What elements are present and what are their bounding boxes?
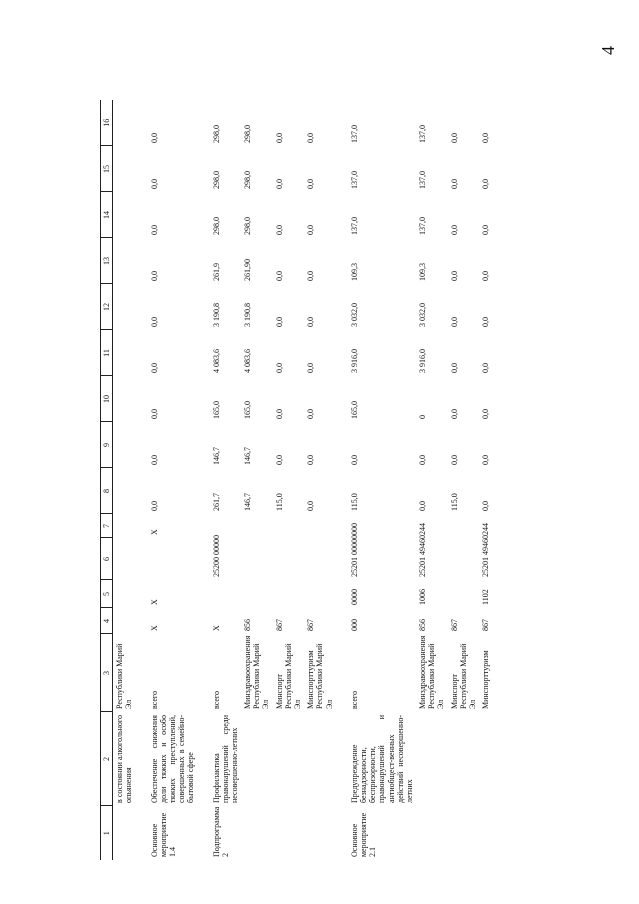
row-section-cell	[448, 806, 480, 860]
row-value-cell: 298,0	[211, 125, 221, 143]
row-value-cell: 298,0	[243, 125, 253, 143]
row-code-grbs-cell: 867	[274, 619, 284, 631]
row-section-cell	[416, 806, 448, 860]
row-description-cell	[416, 712, 448, 806]
row-value-cell: 0,0	[149, 409, 159, 419]
row-value-cell: 146,7	[211, 447, 221, 465]
row-value-cell: 298,0	[211, 217, 221, 235]
rotated-table-container	[100, 100, 520, 860]
row-value-cell: 165,0	[243, 401, 253, 419]
row-code-vr-cell	[273, 514, 305, 538]
row-value-cell: 137,0	[418, 217, 428, 235]
row-code-rzpr-cell: 0000	[349, 589, 359, 605]
row-value-cell	[113, 238, 136, 284]
row-description-cell: Обеспечение снижения доли тяжких и особо тяжких преступлений, совершенных в семейно-бытовой сфере	[149, 715, 196, 803]
row-value-cell: 0,0	[274, 271, 284, 281]
row-value-cell: 0,0	[306, 179, 316, 189]
header-cell: 5	[101, 580, 113, 608]
row-description-cell	[448, 712, 480, 806]
row-code-csr-cell: 25201 00000	[349, 535, 359, 577]
row-value-cell: 3 916,0	[418, 349, 428, 373]
row-value-cell: 137,0	[418, 171, 428, 189]
row-description-cell	[479, 712, 492, 806]
row-section-cell: Основное мероприятие 2.1	[349, 812, 378, 857]
table-row	[448, 100, 480, 860]
row-value-cell: 0,0	[149, 455, 159, 465]
row-value-cell: 261,7	[211, 493, 221, 511]
row-code-csr-cell	[113, 538, 136, 580]
header-cell: 1	[101, 806, 113, 860]
table-row	[198, 100, 242, 860]
row-value-cell	[113, 376, 136, 422]
row-value-cell: 0,0	[274, 133, 284, 143]
row-value-cell: 298,0	[243, 217, 253, 235]
row-value-cell: 0,0	[149, 179, 159, 189]
row-code-csr-cell	[448, 538, 480, 580]
header-cell: 8	[101, 468, 113, 514]
row-description-cell	[241, 712, 273, 806]
row-description-cell: Предупреждение безнадзорности, беспризорности, правонарушений и антиобщест-венных действий несовершенно-летних	[349, 715, 414, 803]
row-value-cell: 109,3	[349, 263, 359, 281]
row-value-cell: 0,0	[306, 455, 316, 465]
row-code-grbs-cell: Х	[211, 625, 221, 631]
header-cell: 16	[101, 100, 113, 146]
row-value-cell: 0,0	[306, 363, 316, 373]
row-value-cell: 3 916,0	[349, 349, 359, 373]
row-code-vr-cell	[241, 514, 273, 538]
row-value-cell: 115,0	[274, 493, 284, 511]
header-cell: 2	[101, 712, 113, 806]
column-number-header	[101, 100, 113, 860]
row-value-cell: 0,0	[149, 317, 159, 327]
row-value-cell: 0,0	[274, 317, 284, 327]
row-value-cell: 261,9	[211, 263, 221, 281]
row-value-cell: 298,0	[211, 171, 221, 189]
row-code-grbs-cell: 856	[243, 619, 253, 631]
row-value-cell: 137,0	[349, 217, 359, 235]
table-row	[304, 100, 336, 860]
row-code-vr-cell: Х	[149, 529, 159, 535]
row-value-cell: 0,0	[306, 501, 316, 511]
row-value-cell: 137,0	[418, 125, 428, 143]
row-value-cell: 0,0	[149, 133, 159, 143]
row-section-cell	[113, 806, 136, 860]
header-cell: 9	[101, 422, 113, 468]
row-value-cell: 0,0	[481, 179, 491, 189]
row-value-cell: 3 032,0	[418, 303, 428, 327]
row-value-cell: 0,0	[449, 133, 459, 143]
row-code-rzpr-cell	[448, 580, 480, 608]
row-section-cell	[479, 806, 492, 860]
row-value-cell: 0,0	[481, 409, 491, 419]
row-value-cell: 0,0	[481, 271, 491, 281]
table-row	[336, 100, 416, 860]
table-row	[241, 100, 273, 860]
row-value-cell: 0,0	[418, 455, 428, 465]
row-code-vr-cell	[448, 514, 480, 538]
row-description-cell	[304, 712, 336, 806]
row-code-csr-cell: 25200 00000	[211, 535, 221, 577]
row-value-cell: 3 032,0	[349, 303, 359, 327]
row-value-cell: 298,0	[243, 171, 253, 189]
row-code-rzpr-cell	[241, 580, 273, 608]
row-code-csr-cell	[304, 538, 336, 580]
header-cell: 6	[101, 538, 113, 580]
row-code-grbs-cell: 867	[481, 619, 491, 631]
row-value-cell: 0,0	[418, 501, 428, 511]
row-value-cell: 115,0	[349, 493, 359, 511]
row-code-rzpr-cell	[273, 580, 305, 608]
row-code-grbs-cell: 000	[349, 619, 359, 631]
row-value-cell: 0,0	[274, 179, 284, 189]
row-value-cell: 137,0	[349, 125, 359, 143]
row-value-cell	[113, 330, 136, 376]
row-executor-cell: Минспорттуризм Республики Марий Эл	[306, 643, 334, 709]
row-value-cell: 0,0	[149, 501, 159, 511]
row-executor-cell: Республики Марий Эл	[115, 643, 134, 709]
row-description-cell: в состоянии алкогольного опьянения	[115, 715, 134, 803]
row-value-cell: 0,0	[149, 271, 159, 281]
row-code-rzpr-cell: 1102	[481, 589, 491, 605]
row-value-cell: 0	[418, 415, 428, 419]
row-value-cell: 0,0	[481, 317, 491, 327]
row-code-grbs-cell: 867	[449, 619, 459, 631]
row-value-cell: 146,7	[243, 447, 253, 465]
row-value-cell: 4 083,6	[243, 349, 253, 373]
row-value-cell	[113, 284, 136, 330]
row-value-cell: 0,0	[274, 225, 284, 235]
table-row	[113, 100, 136, 860]
row-code-csr-cell	[273, 538, 305, 580]
row-value-cell: 0,0	[481, 501, 491, 511]
row-section-cell	[241, 806, 273, 860]
row-value-cell: 0,0	[306, 225, 316, 235]
page-number: 4	[598, 46, 618, 55]
row-value-cell: 4 083,6	[211, 349, 221, 373]
row-value-cell: 0,0	[306, 409, 316, 419]
row-value-cell: 146,7	[243, 493, 253, 511]
row-executor-cell: Минспорттуризм	[481, 650, 491, 709]
row-value-cell: 0,0	[481, 363, 491, 373]
row-executor-cell: всего	[211, 690, 221, 709]
header-cell: 14	[101, 192, 113, 238]
row-code-vr-cell	[304, 514, 336, 538]
row-value-cell: 0,0	[481, 133, 491, 143]
row-code-rzpr-cell	[198, 580, 242, 608]
row-executor-cell: всего	[149, 690, 159, 709]
row-value-cell	[113, 192, 136, 238]
row-value-cell: 0,0	[449, 271, 459, 281]
row-code-grbs-cell: Х	[149, 625, 159, 631]
row-value-cell: 0,0	[449, 225, 459, 235]
row-code-rzpr-cell: Х	[149, 599, 159, 605]
row-code-rzpr-cell: 1006	[418, 589, 428, 605]
row-code-grbs-cell: 856	[418, 619, 428, 631]
row-value-cell: 0,0	[149, 225, 159, 235]
row-value-cell: 137,0	[349, 171, 359, 189]
row-value-cell: 3 190,8	[243, 303, 253, 327]
row-value-cell: 0,0	[306, 317, 316, 327]
row-value-cell: 0,0	[481, 225, 491, 235]
budget-table	[100, 100, 492, 860]
row-value-cell: 0,0	[481, 455, 491, 465]
row-value-cell: 165,0	[349, 401, 359, 419]
row-code-rzpr-cell	[113, 580, 136, 608]
row-code-csr-cell: 25201 49460	[418, 535, 428, 577]
row-section-cell: Подпрограмма 2	[211, 806, 230, 857]
row-value-cell	[113, 422, 136, 468]
row-value-cell: 3 190,8	[211, 303, 221, 327]
header-cell: 3	[101, 634, 113, 712]
header-cell: 4	[101, 608, 113, 634]
row-executor-cell: Минспорт Республики Марий Эл	[274, 643, 302, 709]
table-row	[273, 100, 305, 860]
row-value-cell: 0,0	[449, 363, 459, 373]
row-value-cell: 0,0	[149, 363, 159, 373]
row-value-cell	[113, 468, 136, 514]
row-executor-cell: всего	[349, 690, 359, 709]
row-code-vr-cell: 244	[481, 523, 491, 535]
header-cell: 12	[101, 284, 113, 330]
row-section-cell	[304, 806, 336, 860]
header-cell: 10	[101, 376, 113, 422]
row-value-cell: 165,0	[211, 401, 221, 419]
table-row	[479, 100, 492, 860]
row-value-cell: 0,0	[306, 133, 316, 143]
row-value-cell	[113, 146, 136, 192]
row-executor-cell: Минспорт Республики Марий Эл	[449, 643, 477, 709]
row-executor-cell: Минздравоохранения Республики Марий Эл	[243, 635, 271, 709]
row-executor-cell: Минздравоохранения Республики Марий Эл	[418, 635, 446, 709]
row-value-cell: 0,0	[306, 271, 316, 281]
row-description-cell: Профилактика правонарушений среди несовершенно-летних	[211, 715, 239, 803]
row-value-cell: 0,0	[274, 455, 284, 465]
row-value-cell: 0,0	[274, 363, 284, 373]
row-code-vr-cell: 000	[349, 523, 359, 535]
row-code-grbs-cell	[113, 608, 136, 634]
row-value-cell: 0,0	[449, 317, 459, 327]
row-section-cell	[273, 806, 305, 860]
row-code-grbs-cell: 867	[306, 619, 316, 631]
header-cell: 11	[101, 330, 113, 376]
header-cell: 7	[101, 514, 113, 538]
row-code-csr-cell: 25201 49460	[481, 535, 491, 577]
row-value-cell: 261,90	[243, 259, 253, 281]
row-code-csr-cell	[241, 538, 273, 580]
row-description-cell	[273, 712, 305, 806]
row-code-vr-cell	[113, 514, 136, 538]
row-value-cell: 0,0	[274, 409, 284, 419]
row-code-rzpr-cell	[304, 580, 336, 608]
row-value-cell: 0,0	[449, 455, 459, 465]
row-code-vr-cell: 244	[418, 523, 428, 535]
row-value-cell: 0,0	[449, 409, 459, 419]
row-value-cell: 0,0	[349, 455, 359, 465]
row-code-csr-cell	[136, 538, 198, 580]
row-value-cell: 109,3	[418, 263, 428, 281]
row-value-cell	[113, 100, 136, 146]
table-row	[136, 100, 198, 860]
row-section-cell: Основное мероприятие 1.4	[149, 812, 177, 857]
header-cell: 13	[101, 238, 113, 284]
table-row	[416, 100, 448, 860]
row-value-cell: 0,0	[449, 179, 459, 189]
row-value-cell: 115,0	[449, 493, 459, 511]
table-body	[113, 100, 493, 860]
header-cell: 15	[101, 146, 113, 192]
